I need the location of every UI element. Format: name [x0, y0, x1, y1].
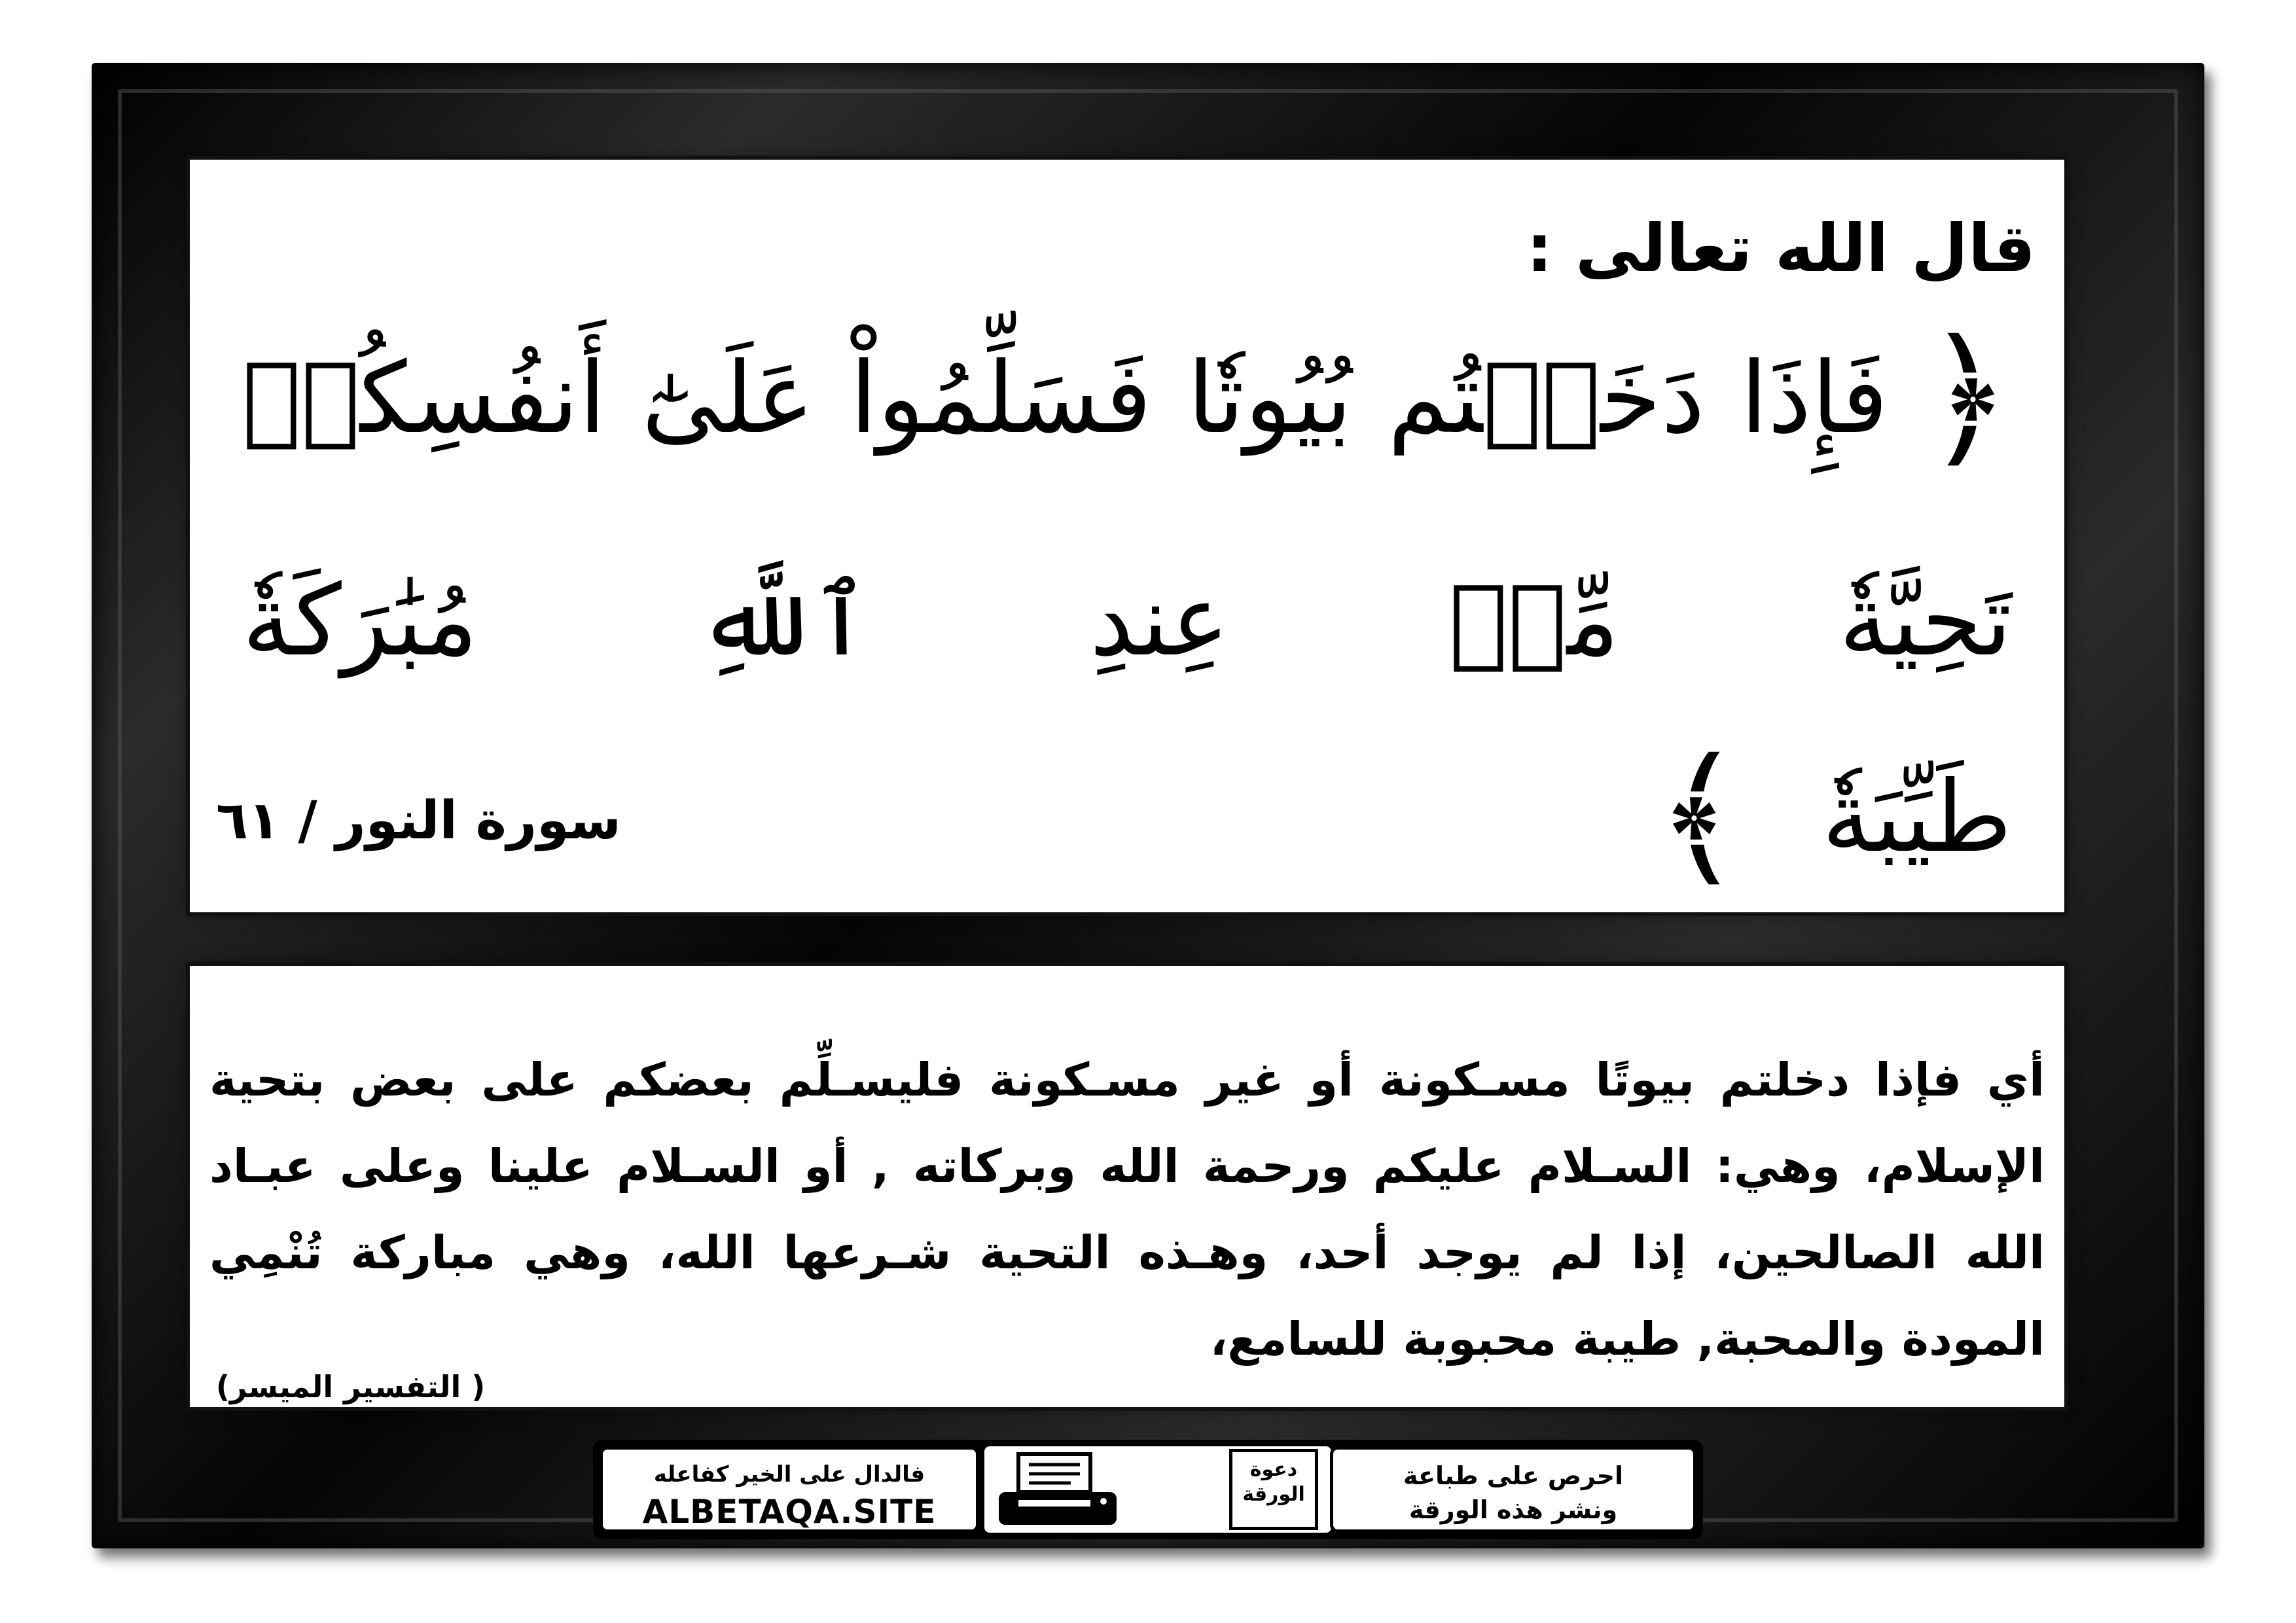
footer-print-box	[1330, 1446, 1696, 1533]
logo-line-1: دعوة	[1249, 1458, 1298, 1481]
verse-line-3	[1655, 730, 2012, 904]
logo-line-2: الورقة	[1242, 1483, 1305, 1506]
verse-word: عَلَىٰٓ	[641, 342, 815, 455]
verse-word: بُيُوتٗا	[1187, 342, 1352, 455]
verse-line-2	[242, 564, 2012, 678]
verse-line-1	[242, 311, 2012, 486]
verse-word: فَإِذَا	[1740, 342, 1888, 455]
dawa-logo	[1229, 1449, 1318, 1530]
verse-word: ٱللَّهِ	[697, 564, 870, 678]
footer-print-line-2: ونشر هذه الورقة	[1408, 1495, 1618, 1524]
ornament-close: ﴾	[1655, 730, 1744, 904]
footer-motto: فالدال على الخير كفاعله	[653, 1461, 925, 1488]
verse-word: أَنفُسِكُمۡ	[242, 342, 606, 455]
footer-print-line-1: احرص على طباعة	[1403, 1461, 1624, 1490]
verse-word: مِّنۡ	[1448, 564, 1620, 678]
verse-heading: قال الله تعالى :	[1526, 210, 2036, 287]
footer-logos	[984, 1446, 1331, 1533]
ornament-open: ﴿	[1924, 311, 2012, 486]
verse-word: فَسَلِّمُواْ	[850, 342, 1152, 455]
verse-word: دَخَلۡتُم	[1388, 342, 1705, 455]
footer-bar	[593, 1440, 1703, 1539]
footer-site-link[interactable]: ALBETAQA.SITE	[642, 1493, 937, 1531]
verse-word: عِندِ	[1089, 564, 1230, 678]
verse-word: مُبَٰرَكَةٗ	[242, 564, 478, 678]
verse-panel	[190, 160, 2064, 912]
surah-reference: سورة النور / ٦١	[216, 790, 621, 851]
verse-word: تَحِيَّةٗ	[1839, 564, 2012, 678]
printer-icon	[992, 1450, 1123, 1529]
tafsir-text: أي فإذا دخلتم بيوتًا مسـكونة أو غير مسـكونة فليسـلِّم بعضكم على بعض بتحية الإسلام، وهي: السـلام عليكم ورحمة الله وبركاته , أو السـلام علينا وعلى عبـاد الله الصالحين، إذا لم يوجد أحد، وهـذه التحية شـرعها الله، وهي مباركة تُنْمِي المودة والمحبة, طيبة محبوبة للسامع،	[209, 1053, 2045, 1366]
verse-word: طَيِّبَةٗ	[1821, 760, 2012, 874]
tafsir-panel	[190, 966, 2064, 1407]
tafsir-source: ( التفسير الميسر)	[216, 1369, 486, 1404]
footer-site-box	[600, 1446, 979, 1533]
